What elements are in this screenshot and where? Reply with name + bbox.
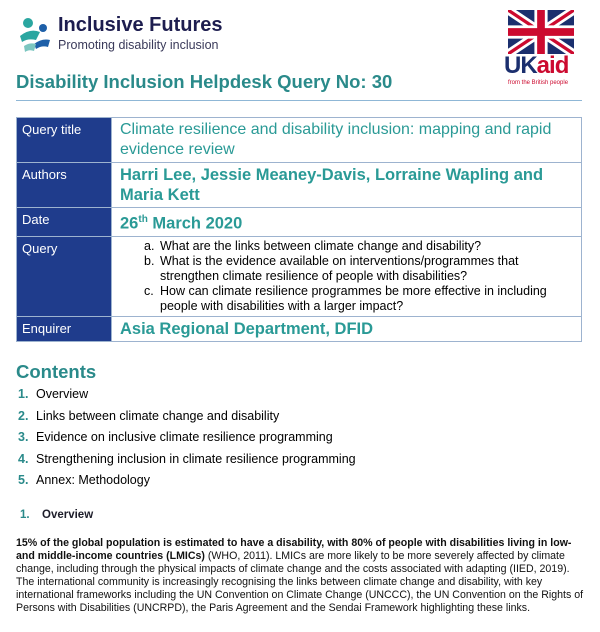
union-jack-flag-icon <box>508 10 574 54</box>
query-marker: b. <box>144 253 155 268</box>
contents-heading: Contents <box>16 361 97 382</box>
contents-item-number: 4. <box>18 451 29 466</box>
overview-body: (WHO, 2011). LMICs are more likely to be more severely affected by climate change, including through the physical impacts of climate change and the costs associated with adapting (IIED, 2019). The international community is increasingly recognising the links between climate change and disability, with key international frameworks including the UN Convention on Climate Change (UNCCC), the UN Convention on the Rights of Persons with Disabilities (UNCRPD), the Paris Agreement and the Sendai Framework highlighting these links. <box>16 550 584 615</box>
inclusive-futures-logo-icon <box>16 14 54 54</box>
date-label: Date <box>17 208 112 237</box>
logo-title: Inclusive Futures <box>58 14 223 36</box>
authors-value <box>112 163 582 208</box>
contents-item-evidence[interactable] <box>18 430 356 452</box>
query-marker: a. <box>144 238 155 253</box>
query-text: What are the links between climate change and disability? <box>160 238 482 253</box>
contents-item-label: Links between climate change and disability <box>36 408 280 423</box>
contents-item-number: 5. <box>18 473 29 487</box>
query-marker: c. <box>144 283 154 298</box>
query-label: Query <box>17 236 112 316</box>
contents-item-label: Strengthening inclusion in climate resilience programming <box>36 451 356 466</box>
row-query-title <box>17 118 582 163</box>
date-value <box>112 208 582 237</box>
contents-item-annex[interactable] <box>18 473 356 495</box>
overview-section-title: Overview <box>42 509 94 521</box>
ukaid-logo <box>504 52 568 80</box>
helpdesk-title: Disability Inclusion Helpdesk Query No: 30 <box>16 71 393 92</box>
query-title-label: Query title <box>17 118 112 163</box>
contents-item-links[interactable] <box>18 409 356 431</box>
contents-item-overview[interactable] <box>18 387 356 409</box>
enquirer-value <box>112 316 582 341</box>
authors-text: Harri Lee, Jessie Meaney-Davis, Lorraine Wapling and Maria Kett <box>120 166 544 204</box>
contents-item-strengthening[interactable] <box>18 452 356 474</box>
authors-label: Authors <box>17 163 112 208</box>
query-item <box>120 284 575 314</box>
contents-item-label: Evidence on inclusive climate resilience programming <box>36 430 333 444</box>
ukaid-subtitle: from the British people <box>508 80 569 86</box>
overview-paragraph <box>16 537 586 616</box>
header-divider <box>16 100 582 101</box>
query-value <box>112 236 582 316</box>
ukaid-uk: UK <box>504 52 537 79</box>
query-text: What is the evidence available on interventions/programmes that strengthen climate resilience of people with disabilities? <box>160 253 519 283</box>
logo-subtitle: Promoting disability inclusion <box>58 38 219 52</box>
row-query <box>17 236 582 316</box>
query-table <box>16 117 582 342</box>
ukaid-aid: aid <box>536 52 569 79</box>
query-text: How can climate resilience programmes be more effective in including people with disabilities with a larger impact? <box>160 283 547 313</box>
overview-bold-lead: 15% of the global population is estimated to have a disability, with 80% of people with disabilities living in low-and middle-income countries (LMICs) <box>16 537 572 563</box>
contents-item-label: Overview <box>36 387 89 401</box>
contents-item-number: 1. <box>18 387 29 401</box>
contents-list <box>18 387 356 495</box>
contents-item-label: Annex: Methodology <box>36 473 150 487</box>
row-date <box>17 208 582 237</box>
query-item <box>120 239 575 254</box>
query-title-text: Climate resilience and disability inclusion: mapping and rapid evidence review <box>120 121 552 158</box>
enquirer-text: Asia Regional Department, DFID <box>120 319 374 338</box>
query-title-value <box>112 118 582 163</box>
row-enquirer <box>17 316 582 341</box>
row-authors <box>17 163 582 208</box>
contents-item-number: 3. <box>18 430 29 444</box>
query-item <box>120 254 575 284</box>
date-day: 26 <box>120 214 139 233</box>
contents-item-number: 2. <box>18 408 29 423</box>
date-suffix: th <box>138 214 148 225</box>
enquirer-label: Enquirer <box>17 316 112 341</box>
overview-section-number: 1. <box>20 509 30 521</box>
query-list <box>120 239 575 314</box>
date-rest: March 2020 <box>147 214 243 233</box>
